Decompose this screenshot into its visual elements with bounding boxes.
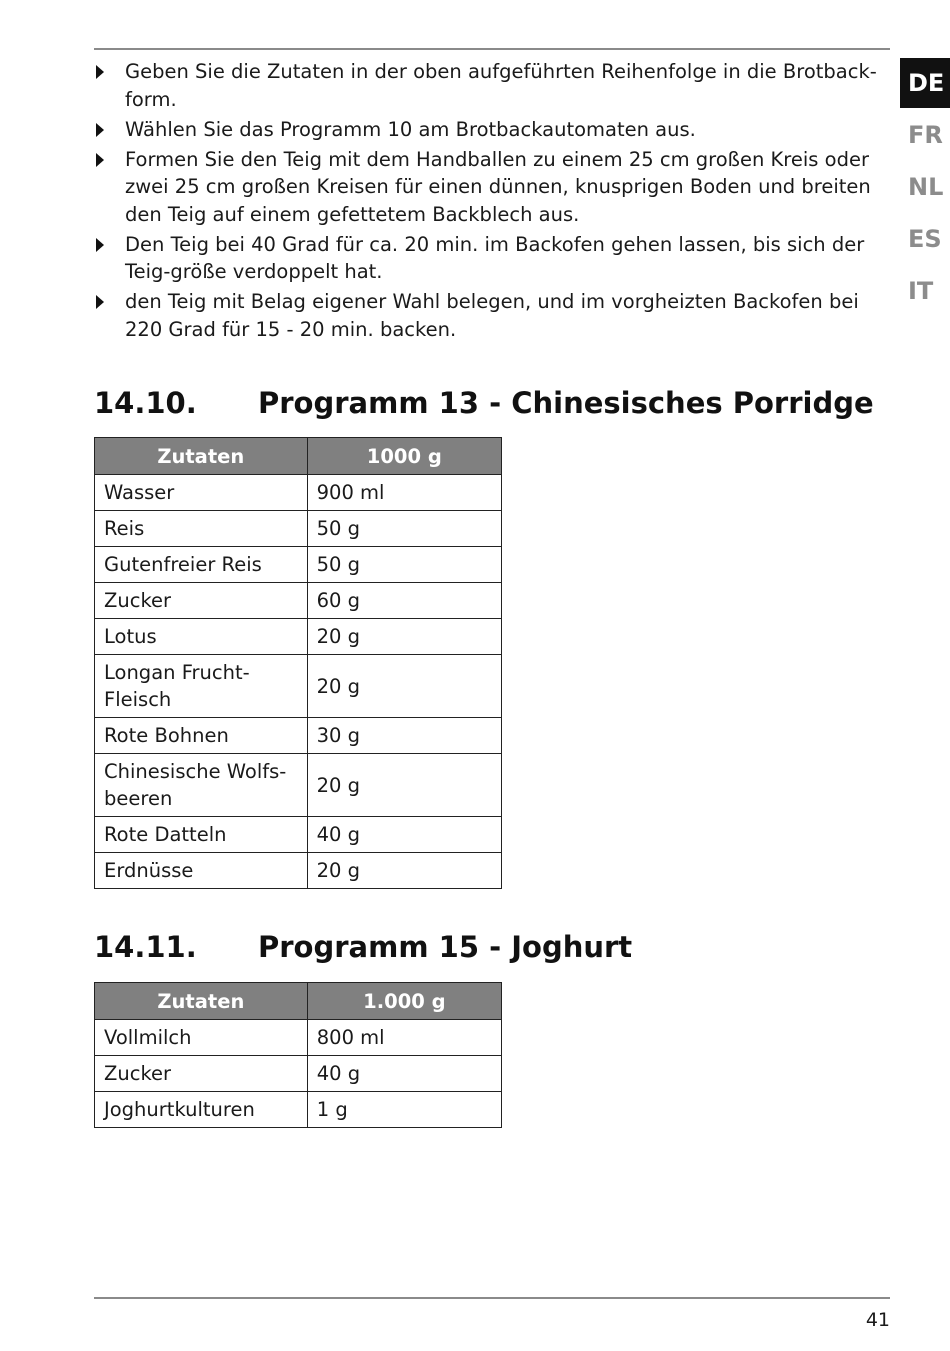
table-row <box>95 1092 502 1128</box>
ingredient-cell: Gutenfreier Reis <box>95 547 308 583</box>
table-row <box>95 1020 502 1056</box>
table-row <box>95 547 502 583</box>
amount-cell: 60 g <box>307 583 501 619</box>
instruction-text: Den Teig bei 40 Grad für ca. 20 min. im Backofen gehen lassen, bis sich der Teig-größe verdoppelt hat. <box>125 232 865 283</box>
triangle-bullet-icon <box>96 295 104 309</box>
instruction-text: Formen Sie den Teig mit dem Handballen zu einem 25 cm großen Kreis oder zwei 25 cm großen Kreisen für einen dünnen, knusprigen Boden und breiten den Teig auf einem gefettetem Backblech aus. <box>125 147 871 226</box>
table-row <box>95 754 502 817</box>
instruction-list <box>94 58 884 346</box>
language-tab-es[interactable]: ES <box>908 225 942 253</box>
language-tab-it[interactable]: IT <box>908 277 934 305</box>
language-tabs <box>900 58 950 318</box>
ingredient-cell: Joghurtkulturen <box>95 1092 308 1128</box>
ingredient-cell: Chinesische Wolfs- beeren <box>95 754 308 817</box>
language-tab-fr[interactable]: FR <box>908 121 943 149</box>
instruction-text: Geben Sie die Zutaten in der oben aufgeführten Reihenfolge in die Brotback-form. <box>125 60 877 111</box>
section-heading-joghurt <box>94 930 632 964</box>
top-rule <box>94 48 890 50</box>
amount-cell: 30 g <box>307 718 501 754</box>
ingredient-cell: Vollmilch <box>95 1020 308 1056</box>
column-header-ingredients: Zutaten <box>95 438 308 475</box>
triangle-bullet-icon <box>96 153 104 167</box>
ingredient-cell: Rote Datteln <box>95 817 308 853</box>
triangle-bullet-icon <box>96 238 104 252</box>
amount-cell: 40 g <box>307 1056 501 1092</box>
table-row <box>95 817 502 853</box>
instruction-text: den Teig mit Belag eigener Wahl belegen, und im vorgheizten Backofen bei 220 Grad für 15 - 20 min. backen. <box>125 290 859 341</box>
ingredient-cell: Wasser <box>95 475 308 511</box>
bottom-rule <box>94 1297 890 1299</box>
triangle-bullet-icon <box>96 65 104 79</box>
table-header-row <box>95 438 502 475</box>
ingredient-cell: Lotus <box>95 619 308 655</box>
column-header-ingredients: Zutaten <box>95 983 308 1020</box>
section-title: Programm 15 - Joghurt <box>258 930 633 964</box>
section-number: 14.11. <box>94 930 197 964</box>
ingredient-cell: Zucker <box>95 1056 308 1092</box>
ingredient-cell: Longan Frucht- Fleisch <box>95 655 308 718</box>
instruction-text: Wählen Sie das Programm 10 am Brotbackautomaten aus. <box>125 117 696 141</box>
amount-cell: 50 g <box>307 547 501 583</box>
table-row <box>95 511 502 547</box>
amount-cell: 50 g <box>307 511 501 547</box>
table-header-row <box>95 983 502 1020</box>
ingredient-cell: Reis <box>95 511 308 547</box>
triangle-bullet-icon <box>96 123 104 137</box>
ingredient-cell: Zucker <box>95 583 308 619</box>
section-number: 14.10. <box>94 386 197 420</box>
amount-cell: 20 g <box>307 655 501 718</box>
table-row <box>95 1056 502 1092</box>
instruction-item <box>94 116 884 144</box>
instruction-item <box>94 288 884 343</box>
table-row <box>95 583 502 619</box>
instruction-item <box>94 58 884 113</box>
amount-cell: 40 g <box>307 817 501 853</box>
amount-cell: 20 g <box>307 853 501 889</box>
table-row <box>95 655 502 718</box>
section-heading-porridge <box>94 386 874 420</box>
language-tab-de[interactable]: DE <box>900 58 950 108</box>
instruction-item <box>94 146 884 229</box>
table-row <box>95 619 502 655</box>
table-row <box>95 718 502 754</box>
column-header-amount: 1000 g <box>307 438 501 475</box>
ingredient-cell: Rote Bohnen <box>95 718 308 754</box>
amount-cell: 1 g <box>307 1092 501 1128</box>
page-number: 41 <box>865 1309 890 1331</box>
column-header-amount: 1.000 g <box>307 983 501 1020</box>
joghurt-ingredients-table <box>94 982 502 1128</box>
instruction-item <box>94 231 884 286</box>
amount-cell: 20 g <box>307 619 501 655</box>
language-tab-nl[interactable]: NL <box>908 173 944 201</box>
table-row <box>95 853 502 889</box>
amount-cell: 800 ml <box>307 1020 501 1056</box>
porridge-ingredients-table <box>94 437 502 889</box>
table-row <box>95 475 502 511</box>
section-title: Programm 13 - Chinesisches Porridge <box>258 386 874 420</box>
amount-cell: 900 ml <box>307 475 501 511</box>
ingredient-cell: Erdnüsse <box>95 853 308 889</box>
amount-cell: 20 g <box>307 754 501 817</box>
